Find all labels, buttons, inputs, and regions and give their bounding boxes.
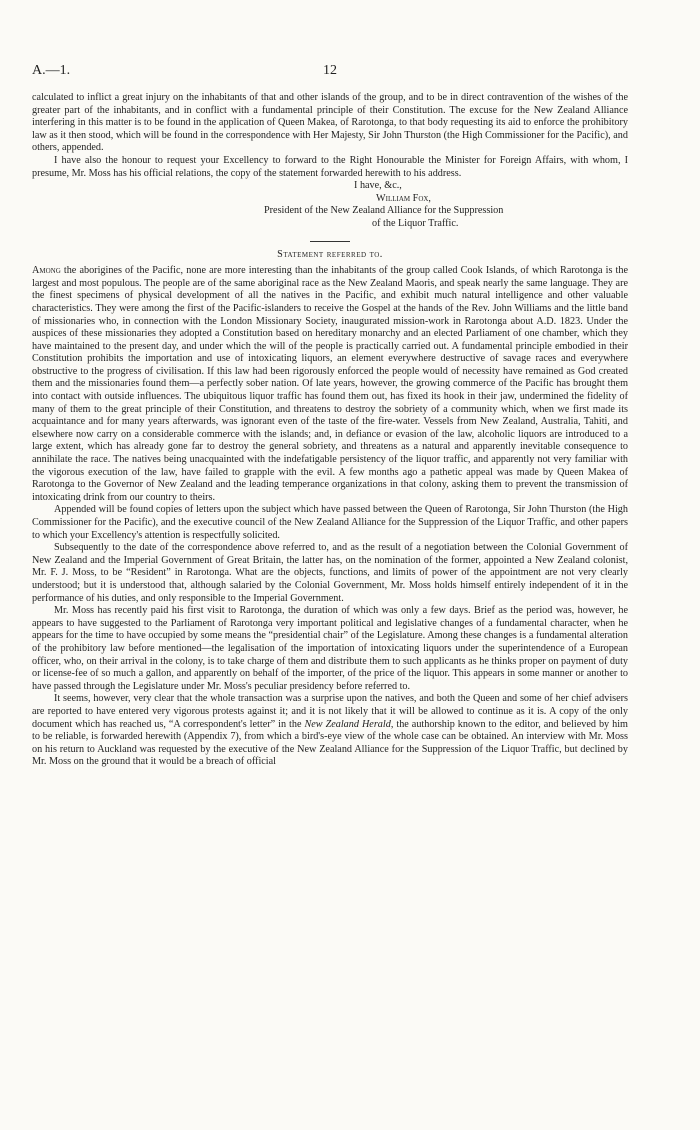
statement-paragraph: Appended will be found copies of letters upon the subject which have passed between the Queen of Rarotonga, Sir John Thurston (the High Commissioner for the Pacific), and the executive council of the New Zealand Alliance for the Suppression of the Liquor Traffic, and other papers to which your Excellency's attention is respectfully solicited. <box>32 504 628 541</box>
newspaper-title: New Zealand Herald <box>304 718 391 730</box>
page-body <box>32 92 628 769</box>
paragraph-text: the aborigines of the Pacific, none are more interesting than the inhabitants of the group called Cook Islands, of which Rarotonga is the largest and most populous. The people are of the same aboriginal race as the New Zealand Maoris, and speak nearly the same language. They are the finest specimens of physical development of all the natives in the Pacific, and exhibit much natural intelligence and other valuable characteristics. They were among the first of the Pacific-islanders to receive the Gospel at the hands of the Rev. John Williams and the little band of missionaries who, in connection with the London Missionary Society, inaugurated mission-work in Rarotonga about A.D. 1823. Under the auspices of these missionaries they adopted a Constitution based on hereditary monarchy and an elected Parliament of one chamber, which they have maintained to the present day, and under which the will of the people is practically carried out. A fundamental principle embodied in their Constitution prohibits the importation and use of intoxicating liquors, an element everywhere destructive of savage races and everywhere obstructive to the progress of civilisation. If this law had been rigorously enforced the people would of necessity have remained as God created them and the missionaries found them—a perfectly sober nation. Of late years, however, the growing commerce of the Pacific has brought them into contact with outside influences. The ubiquitous liquor traffic has found them out, has fixed its hook in their jaw, undermined the fidelity of many of them to the great principle of their Constitution, and threatens to destroy the sobriety of a community which, when we first made its acquaintance and for many years afterwards, was ignorant even of the taste of the fire-water. Vessels from New Zealand, Australia, Tahiti, and elsewhere now carry on a considerable commerce with the islands; and, in defiance or evasion of the law, alcoholic liquors are introduced to a large extent, which has already gone far to destroy the general sobriety, and threatens as a natural and apparently inevitable consequence to annihilate the race. The natives being unacquainted with the indefatigable persistency of the liquor traffic, and apparently not very familiar with the vigorous execution of the law, have failed to grapple with the evil. A few months ago a pathetic appeal was made by Queen Makea of Rarotonga to the Governor of New Zealand and the leading temperance organizations in that colony, asking them to prevent the transmission of intoxicating drink from our country to theirs. <box>32 265 628 503</box>
letter-signature: William Fox, <box>376 192 431 204</box>
paragraph-text: It seems, however, very clear that the whole transaction was a surprise upon the natives, and both the Queen and some of her chief advisers are reported to have entered very vigorous protests against it; and it is not likely that it will be allowed to continue as it is. A copy of the only document which has reached us, “A correspondent's letter” in the <box>32 693 628 730</box>
lead-word: Among <box>32 265 61 277</box>
letter-closing: I have, &c., <box>354 180 402 192</box>
page-number: 12 <box>323 63 337 78</box>
section-divider <box>310 241 350 242</box>
statement-paragraph <box>32 265 628 504</box>
letter-paragraph: I have also the honour to request your Excellency to forward to the Right Honourable the Minister for Foreign Affairs, with whom, I presume, Mr. Moss has his official relations, the copy of the statement forwarded herewith to his address. <box>32 154 628 179</box>
paragraph-text: , the authorship known to the editor, and believed by him to be reliable, is forwarded herewith (Appendix 7), from which a bird's-eye view of the whole case can be obtained. An interview with Mr. Moss on his return to Auckland was requested by the executive of the New Zealand Alliance for the Suppression of the Liquor Traffic, but declined by Mr. Moss on the ground that it would be a breach of official <box>32 718 628 768</box>
statement-paragraph: Mr. Moss has recently paid his first visit to Rarotonga, the duration of which was only a few days. Brief as the period was, however, he appears to have suggested to the Parliament of Rarotonga very important political and legislative changes of a fundamental character, when he appears for the time to have occupied by some means the “presidential chair” of the Legislature. Among these changes is a fundamental alteration of the prohibitory law before mentioned—the legalisation of the importation of intoxicating liquors under the superintendence of a European officer, who, on their arrival in the colony, is to take charge of them and distribute them to such applicants as he thinks proper on payment of duty or license-fee of so much a gallon, and apparently on behalf of the importer, of the price of the liquor. This appears in some manner or another to have passed through the Legislature under Mr. Moss's peculiar presidency before referred to. <box>32 605 628 692</box>
page-header <box>32 63 628 83</box>
signatory-title: President of the New Zealand Alliance for the Suppression <box>264 205 504 217</box>
document-reference: A.—1. <box>32 63 71 78</box>
signatory-title: of the Liquor Traffic. <box>372 217 459 229</box>
statement-paragraph: Subsequently to the date of the correspondence above referred to, and as the result of a negotiation between the Colonial Government of New Zealand and the Imperial Government of Great Britain, the latter has, on the nomination of the former, appointed a New Zealand colonist, Mr. F. J. Moss, to be “Resident” in Rarotonga. What are the objects, functions, and limits of power of the appointment are not very clearly understood; but it is understood that, although salaried by the Colonial Government, Mr. Moss holds himself entirely independent of it in the performance of his duties, and only responsible to the Imperial Government. <box>32 542 628 604</box>
section-heading: Statement referred to. <box>277 248 383 260</box>
letter-paragraph: calculated to inflict a great injury on the inhabitants of that and other islands of the group, and to be in direct contravention of the wishes of the greater part of the inhabitants, and in conflict with a fundamental principle of their Constitution. The excuse for the New Zealand Alliance interfering in this matter is to be found in the application of Queen Makea, of Rarotonga, to that body requesting its aid to enforce the prohibitory law as it then stood, which will be found in the correspondence with Her Majesty, Sir John Thurston (the High Commissioner for the Pacific), and others, appended. <box>32 92 628 154</box>
statement-paragraph <box>32 693 628 769</box>
